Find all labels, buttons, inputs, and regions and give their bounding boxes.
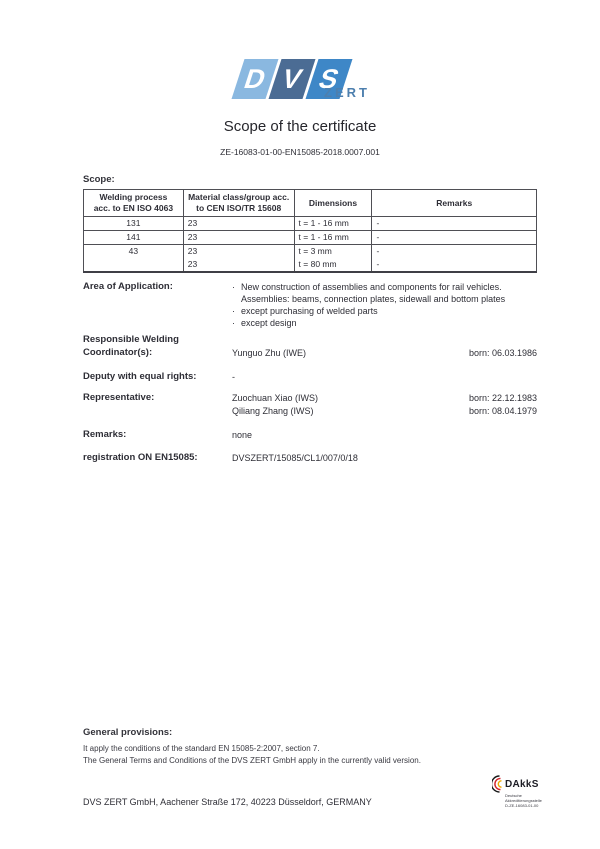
header-material-class (183, 190, 294, 217)
bullet-icon: · (232, 306, 235, 316)
area-of-application-section (83, 281, 537, 328)
table-row (84, 231, 537, 245)
responsible-coordinator-label-line2: Coordinator(s): (83, 346, 153, 358)
logo-letter-d: D (240, 63, 270, 94)
table-row (84, 217, 537, 231)
list-item (232, 281, 505, 293)
dakks-logo (492, 775, 564, 808)
representative-born: born: 22.12.1983 (468, 393, 537, 403)
table-row (84, 245, 537, 259)
cell-material-class: 23 (183, 217, 294, 231)
dvs-zert-logo (234, 57, 370, 104)
dakks-subline: Deutsche (505, 793, 522, 798)
bullet-icon: · (232, 282, 235, 292)
cell-welding-process: 141 (84, 231, 184, 245)
dakks-arcs-icon (492, 775, 504, 793)
representative-name: Zuochuan Xiao (IWS) (232, 393, 319, 403)
bullet-icon: · (232, 318, 235, 328)
footer-address: DVS ZERT GmbH, Aachener Straße 172, 40223 Düsseldorf, GERMANY (83, 797, 372, 807)
cell-welding-process: 43 (128, 246, 139, 256)
registration-label: registration ON EN15085: (83, 452, 198, 463)
responsible-coordinator-name: Yunguo Zhu (IWE) (232, 347, 307, 358)
dakks-sublines (505, 793, 564, 808)
list-item-text: except purchasing of welded parts (241, 306, 378, 316)
general-provisions-label: General provisions: (83, 727, 173, 738)
area-of-application-label: Area of Application: (83, 281, 173, 292)
cell-remarks: - (372, 217, 537, 231)
scope-table-header-row (84, 190, 537, 217)
logo-letter-v: V (278, 63, 307, 94)
dakks-subline: Akkreditierungsstelle (505, 798, 542, 803)
list-item (232, 317, 505, 329)
cell-dimensions: t = 3 mm (294, 245, 372, 259)
cell-remarks: - (372, 245, 537, 259)
cell-welding-process (84, 258, 184, 272)
representative-section (83, 392, 537, 416)
list-item (232, 293, 505, 305)
deputy-value: - (232, 372, 235, 382)
representative-names (232, 392, 318, 417)
representative-borns (469, 392, 537, 417)
list-item (232, 305, 505, 317)
responsible-coordinator-born: born: 06.03.1986 (468, 347, 537, 358)
remarks-label: Remarks: (83, 429, 127, 440)
scope-label: Scope: (83, 174, 115, 185)
cell-welding-process: 131 (84, 217, 184, 231)
general-provisions-line: It apply the conditions of the standard EN 15085-2:2007, section 7. (83, 743, 320, 753)
registration-section (83, 452, 537, 465)
header-remarks: Remarks (372, 190, 537, 217)
table-row (84, 258, 537, 272)
dakks-subline: D-ZE-16083-01-00 (505, 803, 539, 808)
general-provisions-line: The General Terms and Conditions of the DVS ZERT GmbH apply in the currently valid version. (83, 756, 421, 765)
representative-name: Qiliang Zhang (IWS) (232, 405, 314, 416)
remarks-section (83, 429, 537, 442)
list-item-text: Assemblies: beams, connection plates, sidewall and bottom plates (241, 294, 506, 304)
certificate-number: ZE-16083-01-00-EN15085-2018.0007.001 (220, 147, 380, 157)
list-item-text: except design (241, 318, 297, 328)
page-title: Scope of the certificate (223, 118, 377, 135)
list-item-text: New construction of assemblies and components for rail vehicles. (241, 282, 502, 292)
header-material-class-line2: to CEN ISO/TR 15608 (196, 203, 282, 213)
general-provisions-section (83, 727, 537, 768)
remarks-value: none (232, 430, 253, 440)
cell-material-class: 23 (183, 245, 294, 259)
header-welding-process-line2: acc. to EN ISO 4063 (93, 203, 174, 213)
deputy-label: Deputy with equal rights: (83, 371, 197, 382)
cell-material-class: 23 (183, 231, 294, 245)
header-welding-process-line1: Welding process (99, 192, 168, 202)
cell-remarks: - (372, 258, 537, 272)
header-dimensions: Dimensions (294, 190, 372, 217)
header-material-class-line1: Material class/group acc. (188, 192, 290, 202)
cell-dimensions: t = 1 - 16 mm (294, 231, 372, 245)
representative-born: born: 08.04.1979 (468, 405, 537, 416)
header-welding-process (84, 190, 184, 217)
responsible-coordinator-section (83, 334, 537, 359)
deputy-section (83, 371, 537, 384)
responsible-coordinator-label-line1: Responsible Welding (83, 334, 179, 345)
representative-label: Representative: (83, 392, 155, 403)
area-of-application-list (232, 281, 505, 329)
cell-dimensions: t = 80 mm (294, 258, 372, 272)
logo-zert-text: ZERT (324, 85, 370, 100)
logo-letter-s: S (315, 63, 344, 94)
scope-table (83, 189, 537, 273)
dakks-name: DAkkS (505, 778, 539, 790)
cell-remarks: - (372, 231, 537, 245)
cell-dimensions: t = 1 - 16 mm (294, 217, 372, 231)
registration-value: DVSZERT/15085/CL1/007/0/18 (232, 453, 358, 463)
cell-material-class: 23 (183, 258, 294, 272)
